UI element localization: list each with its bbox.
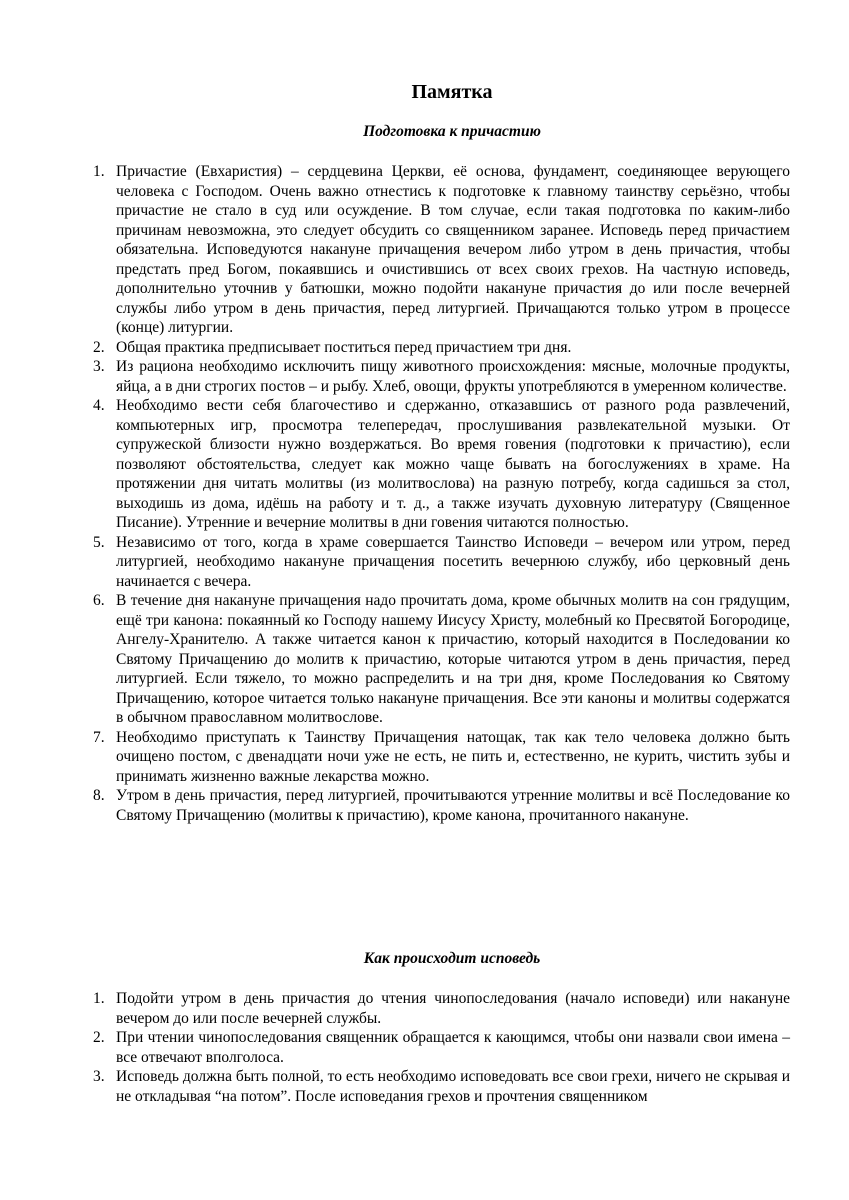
list-item-number: 5. xyxy=(93,533,105,551)
list-item xyxy=(93,396,790,533)
list-item xyxy=(93,1067,790,1106)
communion-preparation-list xyxy=(93,162,790,825)
list-item xyxy=(93,162,790,338)
list-item xyxy=(93,338,790,358)
list-item xyxy=(93,989,790,1028)
list-item xyxy=(93,533,790,592)
list-item-number: 6. xyxy=(93,592,105,609)
list-item-text: Из рациона необходимо исключить пищу животного происхождения: мясные, молочные продукты, яйца, а в дни строгих постов – и рыбу. Хлеб, овощи, фрукты употребляются в умеренном количестве. xyxy=(116,358,790,395)
list-item-text: Необходимо вести себя благочестиво и сдержанно, отказавшись от разного рода развлечений, компьютерных игр, просмотра телепередач, прослушивания развлекательной музыки. От супружеской близости нужно воздержаться. Во время говения (подготовки к причастию), если позволяют обстоятельства, следует как можно чаще бывать на богослужениях в храме. На протяжении дня читать молитвы (из молитвослова) на разную потребу, когда садишься за стол, выходишь из дома, идёшь на работу и т. д., а также изучать духовную литературу (Священное Писание). Утренние и вечерние молитвы в дни говения читаются полностью. xyxy=(116,397,790,531)
list-item-number: 8. xyxy=(93,787,105,804)
list-item-text: Независимо от того, когда в храме совершается Таинство Исповеди – вечером или утром, перед литургией, необходимо накануне причащения посетить вечернюю службу, ибо церковный день начинается с вечера. xyxy=(116,533,790,590)
page-title: Памятка xyxy=(411,81,493,103)
list-item-text: Причастие (Евхаристия) – сердцевина Церкви, её основа, фундамент, соединяющее верующего человека с Господом. Очень важно отнестись к подготовке к главному таинству серьёзно, чтобы причастие не стало в суд или осуждение. В том случае, если такая подготовка по каким-либо причинам невозможна, это следует обсудить со священником заранее. Исповедь перед причастием обязательна. Исповедуются накануне причащения вечером либо утром в день причастия, чтобы предстать пред Богом, покаявшись и очистившись от всех своих грехов. На частную исповедь, дополнительно уточнив у батюшки, можно подойти накануне причастия до или после вечерней службы либо утром в день причастия, перед литургией. Причащаются только утром в процессе (конце) литургии. xyxy=(116,163,790,336)
list-item-number: 4. xyxy=(93,397,105,414)
list-item-text: Утром в день причастия, перед литургией, прочитываются утренние молитвы и всё Последование ко Святому Причащению (молитвы к причастию), кроме канона, прочитанного накануне. xyxy=(116,787,790,824)
list-item-number: 7. xyxy=(93,728,105,746)
list-item-text: Общая практика предписывает поститься перед причастием три дня. xyxy=(116,338,572,356)
list-item xyxy=(93,357,790,396)
list-item xyxy=(93,728,790,787)
list-item xyxy=(93,1028,790,1067)
list-item-number: 1. xyxy=(93,163,105,180)
list-item-text: В течение дня накануне причащения надо прочитать дома, кроме обычных молитв на сон грядущим, ещё три канона: покаянный ко Господу нашему Иисусу Христу, молебный ко Пресвятой Богородице, Ангелу-Хранителю. А также читается канон к причастию, который находится в Последовании ко Святому Причащению до молитв к причастию, которые читаются утром в день причастия, перед литургией. Если тяжело, то можно распределить и на три дня, кроме Последования ко Святому Причащению, которое читается только накануне причащения. Все эти каноны и молитвы содержатся в обычном православном молитвослове. xyxy=(116,592,790,726)
list-item-number: 3. xyxy=(93,358,105,375)
list-item-text: Подойти утром в день причастия до чтения чинопоследования (начало исповеди) или накануне вечером до или после вечерней службы. xyxy=(116,990,790,1027)
list-item-number: 2. xyxy=(93,338,105,356)
list-item xyxy=(93,591,790,728)
list-item xyxy=(93,786,790,825)
section-heading-confession: Как происходит исповедь xyxy=(363,950,541,967)
list-item-number: 2. xyxy=(93,1029,105,1046)
section-heading-communion-preparation: Подготовка к причастию xyxy=(363,123,541,140)
confession-list xyxy=(93,989,790,1106)
list-item-text: Необходимо приступать к Таинству Причащения натощак, так как тело человека должно быть очищено постом, с двенадцати ночи уже не есть, не пить и, естественно, не курить, чистить зубы и принимать жизненно важные лекарства можно. xyxy=(116,728,790,785)
list-item-text: При чтении чинопоследования священник обращается к кающимся, чтобы они назвали свои имена – все отвечают вполголоса. xyxy=(116,1029,790,1066)
list-item-text: Исповедь должна быть полной, то есть необходимо исповедовать все свои грехи, ничего не скрывая и не откладывая “на потом”. После исповедания грехов и прочтения священником xyxy=(116,1068,790,1105)
list-item-number: 1. xyxy=(93,990,105,1007)
list-item-number: 3. xyxy=(93,1068,105,1085)
